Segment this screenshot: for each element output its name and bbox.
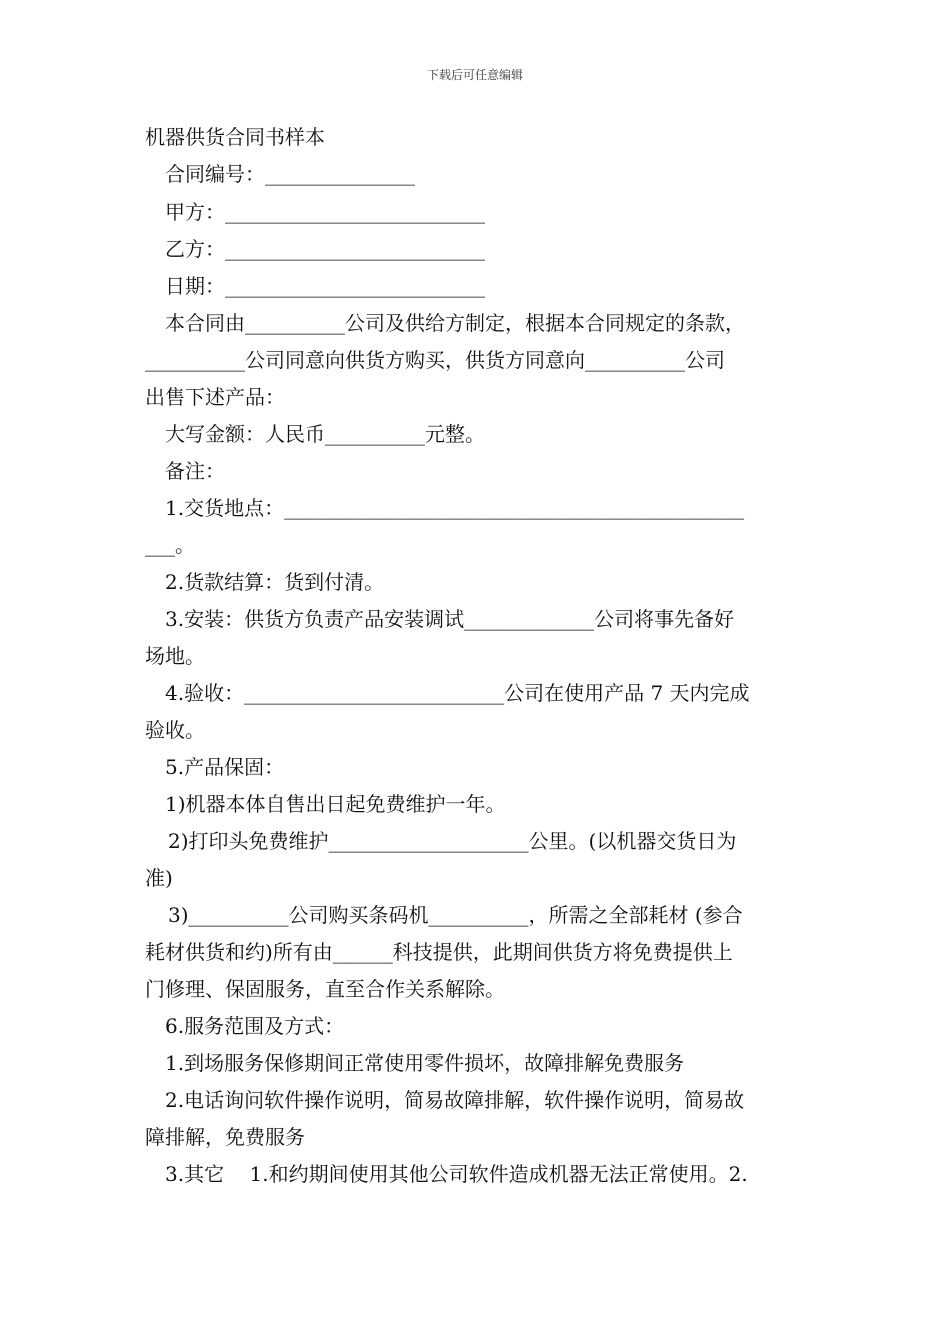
clause-line: 1.交货地点：______________________________________________: [165, 496, 745, 520]
paragraph-line: __________公司同意向供货方购买，供货方同意向__________公司: [145, 348, 725, 372]
clause-line: 门修理、保固服务，直至合作关系解除。: [145, 977, 505, 1001]
clause-line: 2.电话询问软件操作说明，简易故障排解，软件操作说明，简易故: [165, 1088, 745, 1112]
party-a-line: 甲方：__________________________: [165, 200, 485, 224]
header-note: 下载后可任意编辑: [426, 68, 523, 82]
date-line: 日期：__________________________: [165, 274, 485, 298]
clause-line: 耗材供货和约)所有由______科技提供，此期间供货方将免费提供上: [145, 940, 733, 964]
clause-line: 验收。: [145, 718, 205, 742]
clause-line: 3.其它 1.和约期间使用其他公司软件造成机器无法正常使用。2.: [165, 1162, 748, 1186]
clause-line: 场地。: [145, 644, 205, 668]
clause-line: 准): [145, 866, 173, 890]
clause-line: 3)__________公司购买条码机__________，所需之全部耗材 (参合: [168, 903, 743, 927]
contract-number-line: 合同编号：_______________: [165, 162, 415, 186]
document-title: 机器供货合同书样本: [145, 125, 325, 149]
paragraph-line: 本合同由__________公司及供给方制定，根据本合同规定的条款，: [165, 311, 745, 335]
clause-line: 2)打印头免费维护____________________公里。(以机器交货日为: [168, 829, 737, 853]
amount-line: 大写金额：人民币__________元整。: [165, 422, 485, 446]
clause-line: ___。: [145, 533, 195, 557]
clause-line: 6.服务范围及方式：: [165, 1014, 345, 1038]
clause-line: 4.验收：__________________________公司在使用产品 7 天内完成: [165, 681, 750, 705]
clause-line: 1.到场服务保修期间正常使用零件损坏，故障排解免费服务: [165, 1051, 685, 1075]
party-b-line: 乙方：__________________________: [165, 237, 485, 261]
remarks-heading: 备注：: [165, 459, 225, 483]
clause-line: 1)机器本体自售出日起免费维护一年。: [165, 792, 506, 816]
clause-line: 障排解，免费服务: [145, 1125, 305, 1149]
clause-line: 3.安装：供货方负责产品安装调试_____________公司将事先备好: [165, 607, 735, 631]
paragraph-line: 出售下述产品：: [145, 385, 285, 409]
clause-line: 2.货款结算：货到付清。: [165, 570, 385, 594]
clause-line: 5.产品保固：: [165, 755, 285, 779]
